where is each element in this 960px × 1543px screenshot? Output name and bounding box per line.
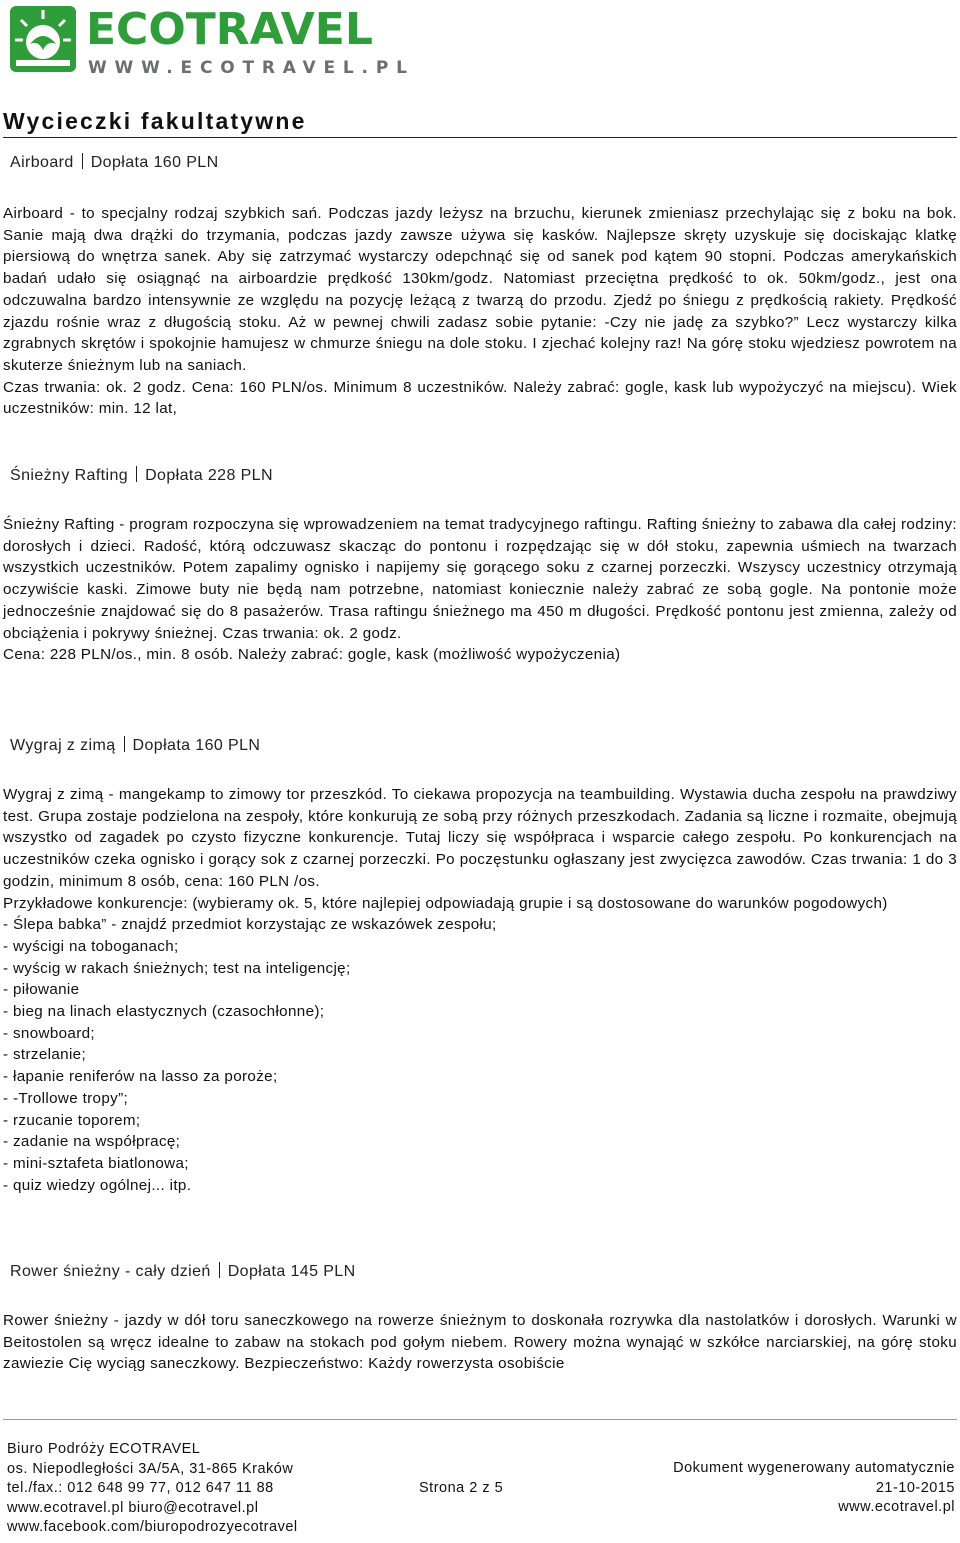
list-item: - strzelanie; <box>3 1046 87 1064</box>
section-price: Dopłata 228 PLN <box>145 467 273 484</box>
paragraph: Śnieżny Rafting - program rozpoczyna się wprowadzeniem na temat tradycyjnego raftingu. Rafting śnieżny to zabawa dla całej rodziny: dorosłych i dzieci. Radość, którą odczuwasz skacząc do pontonu i rozpędzając się w dół stoku, zapewnia uśmiech na twarzach wszystkich uczestników. Potem zapalimy ognisko i napijemy się gorącego soku z czarnej porzeczki. Wszyscy uczestnicy otrzymają oczywiście kaski. Zimowe buty nie będą nam potrzebne, natomiast koniecznie należy zabrać ze sobą gogle. Na pontonie może jednocześnie znajdować się do 8 pasażerów. Trasa raftingu śnieżnego ma 450 m długości. Prędkość pontonu jest zmienna, zależy od obciążenia i pokrywy śnieżnej. Czas trwania: ok. 2 godz. <box>3 516 957 642</box>
company-phone: tel./fax.: 012 648 99 77, 012 647 11 88 <box>7 1480 274 1497</box>
section-heading-snow-rafting <box>10 466 273 485</box>
sun-globe-icon <box>10 6 76 72</box>
site-link[interactable]: www.ecotravel.pl <box>838 1499 955 1516</box>
separator <box>136 466 137 482</box>
brand-name: ECOTRAVEL <box>86 4 373 55</box>
section-name: Airboard <box>10 154 74 171</box>
section-name: Rower śnieżny - cały dzień <box>10 1263 211 1280</box>
company-facebook-link[interactable]: www.facebook.com/biuropodrozyecotravel <box>7 1519 298 1536</box>
list-item: - mini-sztafeta biatlonowa; <box>3 1154 189 1172</box>
paragraph: Wygraj z zimą - mangekamp to zimowy tor przeszkód. To ciekawa propozycja na teambuilding. Wystawia ducha zespołu na prawdziwy test. Grupa zostaje podzielona na zespoły, które konkurują ze sobą przy różnych przeszkodach. Zadania są liczne i rozmaite, obejmują wszystko od zagadek po czysto fizyczne konkurencje. Tutaj liczy się współpraca i wsparcie całego zespołu. Po konkurencjach na uczestników czeka ognisko i gorący sok z czarnej porzeczki. Po poczęstunku ogłaszany jest zwycięzca zawodów. Czas trwania: 1 do 3 godzin, minimum 8 osób, cena: 160 PLN /os. <box>3 786 957 890</box>
competition-list <box>3 914 957 1196</box>
section-body-snow-bike <box>3 1310 957 1375</box>
section-body-airboard <box>3 203 957 420</box>
paragraph: Airboard - to specjalny rodzaj szybkich sań. Podczas jazdy leżysz na brzuchu, kierunek zmieniasz przechylając się z boku na bok. Sanie mają dwa drążki do trzymania, podczas jazdy zawsze używa się kasków. Najlepsze skręty uzyskuje się dociskając klatkę piersiową do wnętrza sanek. Aby się zatrzymać wystarczy odepchnąć się od sanek pod kątem 90 stopni. Podczas amerykańskich badań udało się osiągnąć na airboardzie prędkość 130km/godz. Natomiast przeciętna prędkość to ok. 50km/godz., jest ona odczuwalna bardzo intensywnie ze względu na pozycję leżącą z twarzą do przodu. Zjedź po śniegu z prędkością rakiety. Prędkość zjazdu rośnie wraz z długością stoku. Aż w pewnej chwili zadasz sobie pytanie: -Czy nie jadę za szybko?” Lecz wystarczy kilka zgrabnych skrętów i spokojnie hamujesz w chmurze śniegu na dole stoku. I zjechać kolejny raz! Na górę stoku wjedziesz powrotem na skuterze śnieżnym lub na saniach. <box>3 205 957 374</box>
section-heading-airboard <box>10 153 219 172</box>
footer-divider <box>3 1419 957 1420</box>
list-item: - rzucanie toporem; <box>3 1111 141 1129</box>
section-name: Wygraj z zimą <box>10 737 116 754</box>
page-number: Strona 2 z 5 <box>419 1480 504 1496</box>
paragraph: Przykładowe konkurencje: (wybieramy ok. 5, które najlepiej odpowiadają grupie i są dostosowane do warunków pogodowych) <box>3 894 888 912</box>
footer-company-info <box>7 1440 298 1538</box>
section-name: Śnieżny Rafting <box>10 467 129 484</box>
generated-date: 21-10-2015 <box>875 1479 955 1496</box>
list-item: - piłowanie <box>3 981 80 999</box>
section-heading-snow-bike <box>10 1262 356 1281</box>
paragraph: Czas trwania: ok. 2 godz. Cena: 160 PLN/os. Minimum 8 uczestników. Należy zabrać: gogle, kask lub wypożyczyć na miejscu). Wiek uczestników: min. 12 lat, <box>3 378 957 418</box>
list-item: - -Trollowe tropy”; <box>3 1089 129 1107</box>
section-body-snow-rafting <box>3 514 957 666</box>
separator <box>124 736 125 752</box>
paragraph: Cena: 228 PLN/os., min. 8 osób. Należy zabrać: gogle, kask (możliwość wypożyczenia) <box>3 646 621 664</box>
company-name: Biuro Podróży ECOTRAVEL <box>7 1441 201 1457</box>
section-body-win-with-winter <box>3 784 957 1196</box>
separator <box>82 153 83 169</box>
list-item: - łapanie reniferów na lasso za poroże; <box>3 1068 278 1086</box>
company-address: os. Niepodległości 3A/5A, 31-865 Kraków <box>7 1460 294 1477</box>
section-price: Dopłata 160 PLN <box>90 154 219 171</box>
ecotravel-logo-graphic <box>8 2 468 78</box>
list-item: - bieg na linach elastycznych (czasochłonne); <box>3 1003 325 1021</box>
list-item: - zadanie na współpracę; <box>3 1133 181 1151</box>
paragraph: Rower śnieżny - jazdy w dół toru saneczkowego na rowerze śnieżnym to doskonała rozrywka dla nastolatków i dorosłych. Warunki w Beitostolen są wręcz idealne to zabaw na stokach pod gołym niebem. Rowery można wynająć w szkółce narciarskiej, na górę stoku zawiezie Cię wyciąg saneczkowy. Bezpieczeństwo: Każdy rowerzysta osobiście <box>3 1312 957 1373</box>
list-item: - Ślepa babka” - znajdź przedmiot korzystając ze wskazówek zespołu; <box>3 916 497 934</box>
list-item: - quiz wiedzy ogólnej... itp. <box>3 1176 192 1194</box>
ecotravel-logo <box>8 2 468 78</box>
section-price: Dopłata 145 PLN <box>227 1263 356 1280</box>
brand-url: WWW.ECOTRAVEL.PL <box>88 58 415 78</box>
section-price: Dopłata 160 PLN <box>132 737 261 754</box>
footer-meta <box>673 1459 955 1518</box>
section-heading-win-with-winter <box>10 736 260 755</box>
page-title: Wycieczki fakultatywne <box>3 108 957 138</box>
list-item: - snowboard; <box>3 1024 95 1042</box>
list-item: - wyścig w rakach śnieżnych; test na inteligencję; <box>3 959 351 977</box>
separator <box>219 1262 220 1278</box>
generated-note: Dokument wygenerowany automatycznie <box>673 1460 955 1476</box>
list-item: - wyścigi na toboganach; <box>3 937 179 955</box>
company-web-email[interactable]: www.ecotravel.pl biuro@ecotravel.pl <box>7 1499 259 1516</box>
